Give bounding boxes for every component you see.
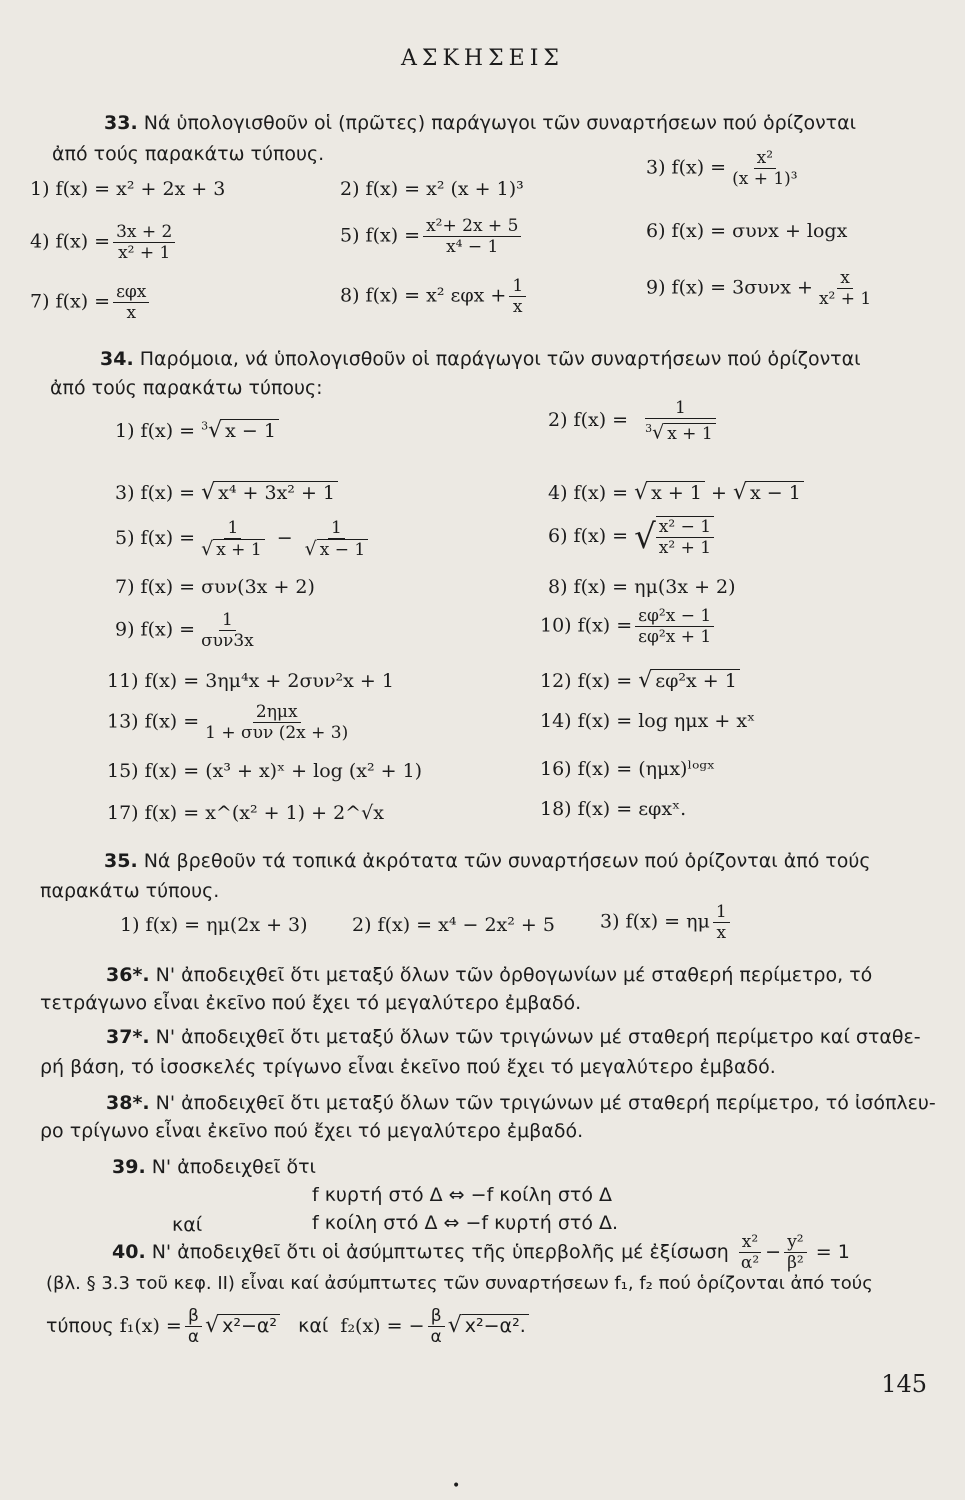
ex35-f1: 1) f(x) = ημ(2x + 3) xyxy=(120,914,308,936)
ex34-f11: 11) f(x) = 3ημ⁴x + 2συν²x + 1 xyxy=(107,670,394,692)
exercise-33-line2: ἀπό τούς παρακάτω τύπους. xyxy=(52,143,325,165)
ex33-f4: 4) f(x) = $\frac{3x + 2}{\text{x² + 1}}$ xyxy=(30,222,178,263)
ex33-f2: 2) f(x) = x² (x + 1)³ xyxy=(340,178,524,200)
exercise-40-line1: 40. Ν' ἀποδειχθεῖ ὅτι οἱ ἀσύμπτωτες τῆς ὑπερβολῆς μέ ἐξίσωση $\frac{\text{x²}}{\text{α²}}$ − $\frac{\text{y²}}{\text{β²}}$ = 1 xyxy=(112,1232,850,1273)
ex33-f3: 3) f(x) = $\frac{\text{x²}}{\text{(x + 1)³}}$ xyxy=(646,148,798,189)
exercise-38-line2: ρο τρίγωνο εἶναι ἐκεῖνο πού ἔχει τό μεγαλύτερο ἐμβαδό. xyxy=(40,1120,584,1142)
exercise-36-line1: 36*. Ν' ἀποδειχθεῖ ὅτι μεταξύ ὅλων τῶν ὀρθογωνίων μέ σταθερή περίμετρο, τό xyxy=(106,964,873,986)
exercise-35-line2: παρακάτω τύπους. xyxy=(40,880,220,902)
ex34-f13: 13) f(x) = $\frac{\text{2ημx}}{\text{1 + συν (2x + 3)}}$ xyxy=(107,702,349,743)
exercise-35-line1: 35. Νά βρεθοῦν τά τοπικά ἀκρότατα τῶν συναρτήσεων πού ὁρίζονται ἀπό τούς xyxy=(104,850,871,872)
bottom-mark: • xyxy=(452,1478,461,1494)
ex33-f9: 9) f(x) = 3συνx + $\frac{x}{\text{x² + 1}}$ xyxy=(646,268,872,309)
exercise-39-line1: 39. Ν' ἀποδειχθεῖ ὅτι xyxy=(112,1156,316,1178)
exercise-38-line1: 38*. Ν' ἀποδειχθεῖ ὅτι μεταξύ ὅλων τῶν τριγώνων μέ σταθερή περίμετρο, τό ἰσόπλευ- xyxy=(106,1092,936,1114)
exercise-number: 33. xyxy=(104,112,138,134)
ex34-f9: 9) f(x) = $\frac{1}{\text{συν3x}}$ xyxy=(115,610,254,651)
ex33-f7: 7) f(x) = $\frac{\text{εφx}}{x}$ xyxy=(30,282,152,323)
ex34-f5: 5) f(x) = $\frac{1}{√ x + 1}$ − $\frac{1}{√ x - 1}$ xyxy=(115,518,374,560)
ex33-f6: 6) f(x) = συνx + logx xyxy=(646,220,848,242)
ex34-f12: 12) f(x) = √ εφ²x + 1 xyxy=(540,668,740,693)
ex34-f16: 16) f(x) = (ημx)ˡᵒᵍˣ xyxy=(540,758,716,780)
ex33-f5: 5) f(x) = $\frac{\text{x²+ 2x + 5}}{\text{x⁴ − 1}}$ xyxy=(340,216,524,257)
exercise-39-equiv1: f κυρτή στό Δ ⇔ −f κοίλη στό Δ xyxy=(312,1184,613,1206)
ex34-f10: 10) f(x) = $\frac{\text{εφ²x − 1}}{\text{εφ²x + 1}}$ xyxy=(540,606,717,647)
ex35-f3: 3) f(x) = ημ $\frac{1}{x}$ xyxy=(600,902,733,943)
exercise-text: Νά ὑπολογισθοῦν οἱ (πρῶτες) παράγωγοι τῶν συναρτήσεων πού ὁρίζονται xyxy=(143,112,857,134)
ex34-f2: 2) f(x) = $\frac{1}{^3√ x + 1}$ xyxy=(548,398,722,444)
ex34-f1: 1) f(x) = $^3$√ x − 1 xyxy=(115,418,279,443)
exercise-40-line2: (βλ. § 3.3 τοῦ κεφ. II) εἶναι καί ἀσύμπτωτες τῶν συναρτήσεων f₁, f₂ πού ὁρίζονται ἀπό τούς xyxy=(46,1273,873,1294)
ex33-f1: 1) f(x) = x² + 2x + 3 xyxy=(30,178,226,200)
exercise-34-line2: ἀπό τούς παρακάτω τύπους: xyxy=(50,377,323,399)
ex33-f8: 8) f(x) = x² εφx + $\frac{1}{x}$ xyxy=(340,276,529,317)
ex34-f3: 3) f(x) = √ x⁴ + 3x² + 1 xyxy=(115,480,338,505)
exercise-36-line2: τετράγωνο εἶναι ἐκεῖνο πού ἔχει τό μεγαλύτερο ἐμβαδό. xyxy=(40,992,582,1014)
exercise-39-equiv2: f κοίλη στό Δ ⇔ −f κυρτή στό Δ. xyxy=(312,1212,619,1234)
ex34-f15: 15) f(x) = (x³ + x)ˣ + log (x² + 1) xyxy=(107,760,423,782)
ex34-f4: 4) f(x) = √ x + 1 + √ x − 1 xyxy=(548,480,804,505)
page-number: 145 xyxy=(881,1370,927,1398)
exercise-39-kai: καί xyxy=(172,1214,203,1236)
ex34-f18: 18) f(x) = εφxˣ. xyxy=(540,798,687,820)
ex34-f8: 8) f(x) = ημ(3x + 2) xyxy=(548,576,736,598)
page-title: ΑΣΚΗΣΕΙΣ xyxy=(401,46,564,71)
ex34-f6: 6) f(x) = √ $\frac{\text{x² − 1}}{\text{x² + 1}}$ xyxy=(548,516,717,558)
ex34-f17: 17) f(x) = x^(x² + 1) + 2^√x xyxy=(107,802,384,824)
ex34-f7: 7) f(x) = συν(3x + 2) xyxy=(115,576,315,598)
exercise-37-line2: ρή βάση, τό ἰσοσκελές τρίγωνο εἶναι ἐκεῖνο πού ἔχει τό μεγαλύτερο ἐμβαδό. xyxy=(40,1056,776,1078)
exercise-33-line1 xyxy=(104,108,856,139)
exercise-40-line3: τύπους f₁(x) = $\frac{\beta}{\alpha}$ √ x²−α² καί f₂(x) = − $\frac{\beta}{\alpha}$ √ x²−α². xyxy=(46,1306,529,1347)
ex34-f14: 14) f(x) = log ημx + xˣ xyxy=(540,710,756,732)
exercise-37-line1: 37*. Ν' ἀποδειχθεῖ ὅτι μεταξύ ὅλων τῶν τριγώνων μέ σταθερή περίμετρο καί σταθε- xyxy=(106,1026,921,1048)
ex35-f2: 2) f(x) = x⁴ − 2x² + 5 xyxy=(352,914,555,936)
exercise-34-line1: 34. Παρόμοια, νά ὑπολογισθοῦν οἱ παράγωγοι τῶν συναρτήσεων πού ὁρίζονται xyxy=(100,348,861,370)
